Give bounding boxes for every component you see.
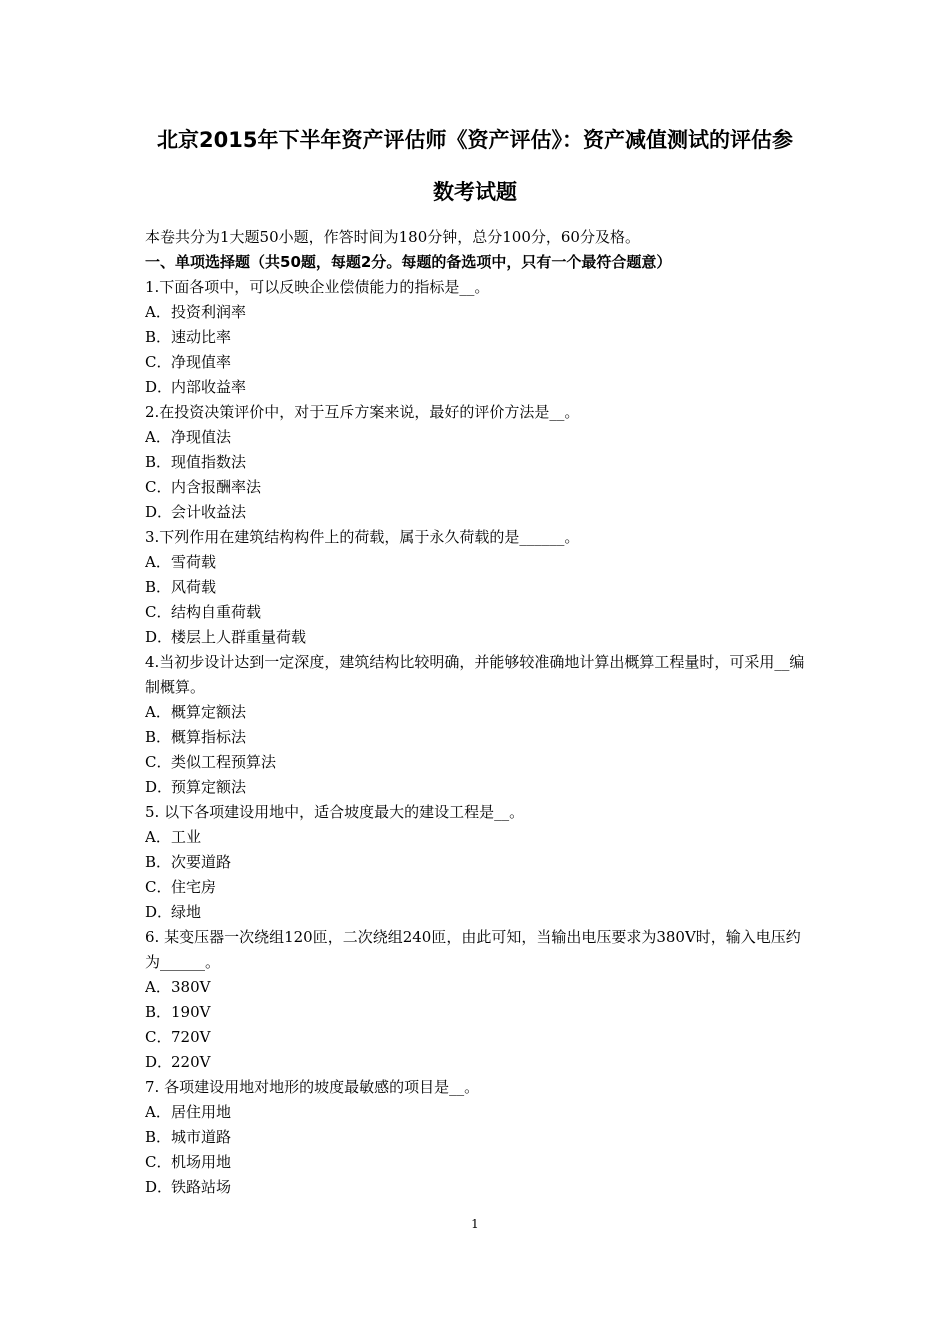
option-letter: B． (145, 1003, 172, 1021)
answer-option (145, 700, 815, 725)
option-letter: A． (145, 303, 171, 321)
option-text: 风荷载 (171, 578, 217, 596)
option-text: 住宅房 (171, 878, 217, 896)
option-text: 居住用地 (171, 1103, 232, 1121)
option-text: 净现值率 (171, 353, 232, 371)
option-letter: C． (145, 878, 172, 896)
answer-option (145, 850, 815, 875)
option-text: 内含报酬率法 (171, 478, 262, 496)
option-text: 220V (171, 1053, 211, 1071)
answer-option (145, 1000, 815, 1025)
question-stem: 5. 以下各项建设用地中，适合坡度最大的建设工程是__。 (145, 803, 525, 821)
option-text: 概算定额法 (171, 703, 247, 721)
option-letter: C． (145, 353, 172, 371)
answer-option (145, 475, 815, 500)
option-text: 结构自重荷载 (171, 603, 262, 621)
option-letter: D． (145, 628, 173, 646)
question-list (145, 275, 815, 1200)
answer-option (145, 725, 815, 750)
option-text: 380V (171, 978, 211, 996)
option-letter: A． (145, 978, 171, 996)
answer-option (145, 975, 815, 1000)
answer-option (145, 1050, 815, 1075)
question-stem: 1.下面各项中，可以反映企业偿债能力的指标是__。 (145, 278, 490, 296)
option-text: 速动比率 (171, 328, 232, 346)
option-text: 类似工程预算法 (171, 753, 277, 771)
answer-option (145, 1125, 815, 1150)
section-heading: 一、单项选择题（共50题，每题2分。每题的备选项中，只有一个最符合题意） (145, 253, 672, 271)
option-text: 内部收益率 (171, 378, 247, 396)
option-text: 雪荷载 (171, 553, 217, 571)
answer-option (145, 425, 815, 450)
option-text: 绿地 (171, 903, 202, 921)
option-letter: D． (145, 1178, 173, 1196)
option-text: 投资利润率 (171, 303, 247, 321)
answer-option (145, 500, 815, 525)
option-letter: A． (145, 553, 171, 571)
option-letter: A． (145, 1103, 171, 1121)
option-text: 720V (171, 1028, 211, 1046)
answer-option (145, 325, 815, 350)
answer-option (145, 900, 815, 925)
answer-option (145, 775, 815, 800)
answer-option (145, 1025, 815, 1050)
answer-option (145, 600, 815, 625)
option-text: 次要道路 (171, 853, 232, 871)
doc-title-line-2: 数考试题 (433, 180, 517, 204)
option-text: 工业 (171, 828, 202, 846)
option-text: 机场用地 (171, 1153, 232, 1171)
option-letter: D． (145, 903, 173, 921)
doc-title-line-1: 北京2015年下半年资产评估师《资产评估》：资产减值测试的评估参 (157, 128, 793, 152)
option-text: 现值指数法 (171, 453, 247, 471)
option-letter: B． (145, 453, 172, 471)
question-stem: 3.下列作用在建筑结构构件上的荷载，属于永久荷载的是______。 (145, 528, 580, 546)
option-letter: C． (145, 1153, 172, 1171)
option-text: 城市道路 (171, 1128, 232, 1146)
option-letter: A． (145, 428, 171, 446)
answer-option (145, 450, 815, 475)
answer-option (145, 1175, 815, 1200)
option-letter: B． (145, 728, 172, 746)
answer-option (145, 1150, 815, 1175)
intro-text: 本卷共分为1大题50小题，作答时间为180分钟，总分100分，60分及格。 (145, 228, 640, 246)
option-letter: A． (145, 703, 171, 721)
option-letter: C． (145, 1028, 172, 1046)
question-stem: 7. 各项建设用地对地形的坡度最敏感的项目是__。 (145, 1078, 480, 1096)
option-letter: B． (145, 853, 172, 871)
answer-option (145, 825, 815, 850)
doc-body (145, 225, 815, 1200)
option-letter: C． (145, 603, 172, 621)
option-text: 会计收益法 (171, 503, 247, 521)
option-text: 预算定额法 (171, 778, 247, 796)
answer-option (145, 750, 815, 775)
option-text: 铁路站场 (171, 1178, 232, 1196)
option-letter: B． (145, 578, 172, 596)
answer-option (145, 300, 815, 325)
question-stem: 2.在投资决策评价中，对于互斥方案来说，最好的评价方法是__。 (145, 403, 580, 421)
option-letter: B． (145, 1128, 172, 1146)
answer-option (145, 875, 815, 900)
answer-option (145, 1100, 815, 1125)
option-text: 楼层上人群重量荷载 (171, 628, 307, 646)
answer-option (145, 625, 815, 650)
question-stem: 4.当初步设计达到一定深度，建筑结构比较明确，并能够较准确地计算出概算工程量时，可采用__编制概算。 (145, 653, 805, 696)
answer-option (145, 550, 815, 575)
answer-option (145, 350, 815, 375)
question-stem: 6. 某变压器一次绕组120匝，二次绕组240匝，由此可知，当输出电压要求为380V时，输入电压约为______。 (145, 928, 801, 971)
option-letter: D． (145, 1053, 173, 1071)
option-text: 净现值法 (171, 428, 232, 446)
option-letter: A． (145, 828, 171, 846)
option-letter: B． (145, 328, 172, 346)
option-text: 190V (171, 1003, 211, 1021)
option-letter: D． (145, 778, 173, 796)
answer-option (145, 375, 815, 400)
page-number: 1 (471, 1217, 479, 1231)
option-letter: D． (145, 503, 173, 521)
option-letter: C． (145, 478, 172, 496)
option-letter: D． (145, 378, 173, 396)
option-letter: C． (145, 753, 172, 771)
answer-option (145, 575, 815, 600)
option-text: 概算指标法 (171, 728, 247, 746)
